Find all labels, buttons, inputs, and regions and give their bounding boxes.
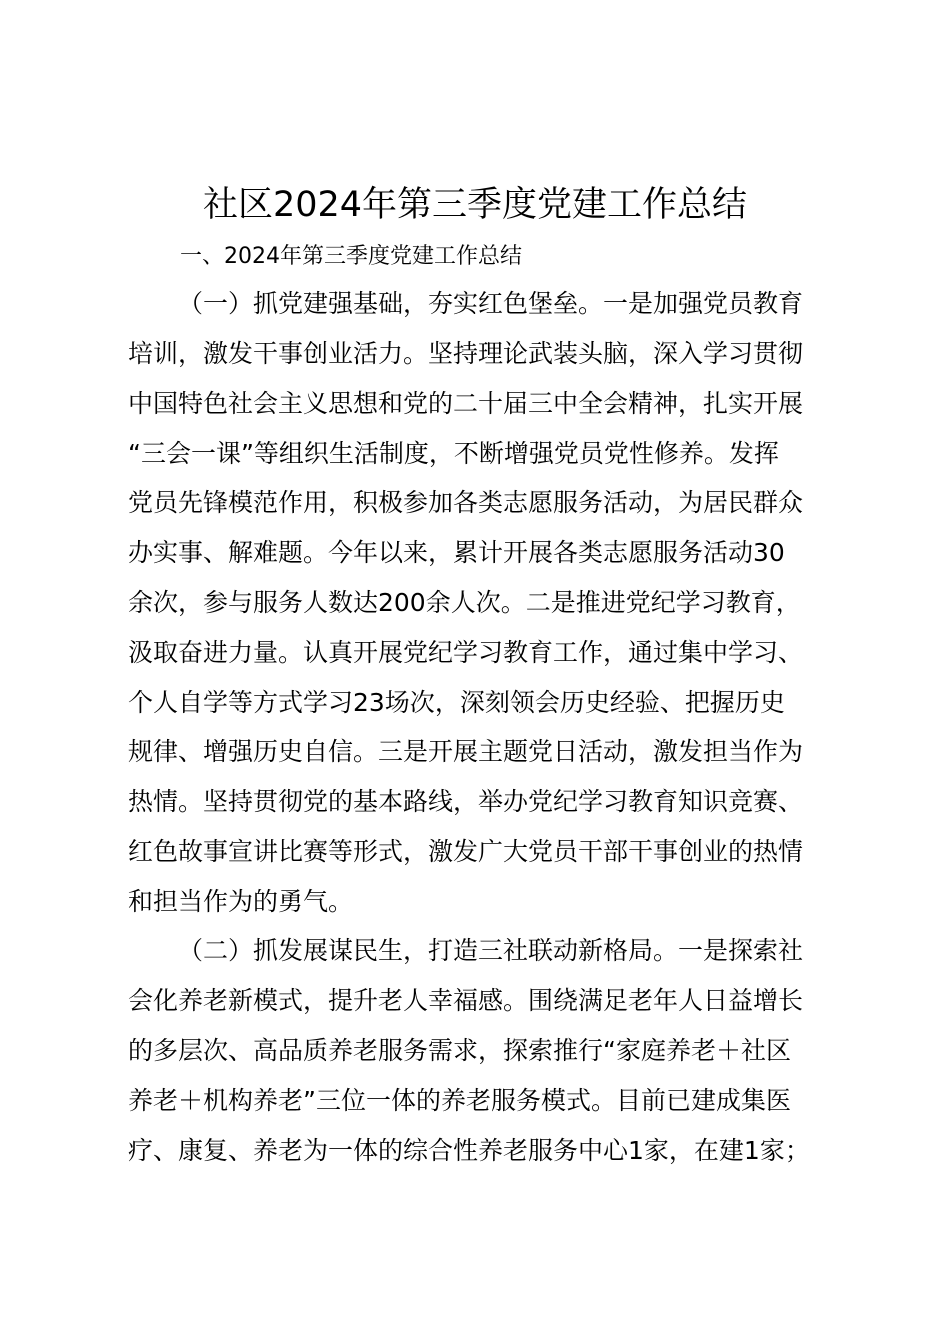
document-title: 社区2024年第三季度党建工作总结 <box>202 185 748 225</box>
paragraph-line: 汲取奋进力量。认真开展党纪学习教育工作，通过集中学习、 <box>128 638 804 667</box>
paragraph-line: 红色故事宣讲比赛等形式，激发广大党员干部干事创业的热情 <box>128 837 804 866</box>
paragraph-line: （一）抓党建强基础，夯实红色堡垒。一是加强党员教育 <box>178 289 804 318</box>
paragraph-line: 个人自学等方式学习23场次，深刻领会历史经验、把握历史 <box>128 688 785 717</box>
paragraph-line: 规律、增强历史自信。三是开展主题党日活动，激发担当作为 <box>128 737 804 766</box>
paragraph-line: 热情。坚持贯彻党的基本路线，举办党纪学习教育知识竞赛、 <box>128 787 804 816</box>
paragraph-line: “三会一课”等组织生活制度，不断增强党员党性修养。发挥 <box>128 439 779 468</box>
paragraph-line: 会化养老新模式，提升老人幸福感。围绕满足老年人日益增长 <box>128 986 804 1015</box>
paragraph-line: 培训，激发干事创业活力。坚持理论武装头脑，深入学习贯彻 <box>128 339 804 368</box>
paragraph-line: 党员先锋模范作用，积极参加各类志愿服务活动，为居民群众 <box>128 488 804 517</box>
paragraph-line: 余次，参与服务人数达200余人次。二是推进党纪学习教育， <box>128 588 801 617</box>
paragraph-line: 养老＋机构养老”三位一体的养老服务模式。目前已建成集医 <box>128 1086 791 1115</box>
paragraph-line: 中国特色社会主义思想和党的二十届三中全会精神，扎实开展 <box>128 389 804 418</box>
paragraph-line: 办实事、解难题。今年以来，累计开展各类志愿服务活动30 <box>128 538 785 567</box>
paragraph-line: 疗、康复、养老为一体的综合性养老服务中心1家，在建1家； <box>128 1136 810 1165</box>
paragraph-line: （二）抓发展谋民生，打造三社联动新格局。一是探索社 <box>178 936 804 965</box>
paragraph-line: 的多层次、高品质养老服务需求，探索推行“家庭养老＋社区 <box>128 1036 791 1065</box>
section-heading: 一、2024年第三季度党建工作总结 <box>180 244 522 269</box>
paragraph-line: 和担当作为的勇气。 <box>128 887 354 916</box>
